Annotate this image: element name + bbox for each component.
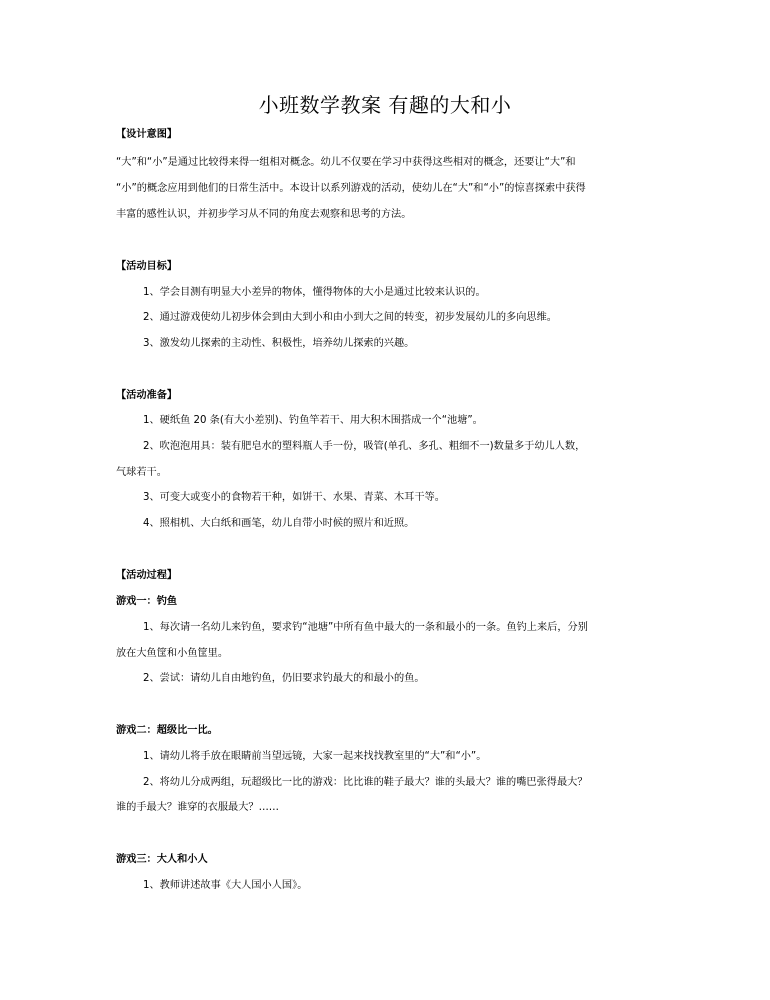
design-heading: 【设计意图】 — [116, 129, 178, 140]
game2-item: 1、请幼儿将手放在眼睛前当望远镜，大家一起来找找教室里的“大”和“小”。 — [143, 751, 487, 762]
game3-title: 游戏三：大人和小人 — [116, 854, 208, 865]
design-paragraph-line: 丰富的感性认识，并初步学习从不同的角度去观察和思考的方法。 — [116, 209, 412, 220]
game3-item: 1、教师讲述故事《大人国小人国》。 — [143, 880, 308, 891]
game2-item: 2、将幼儿分成两组，玩超级比一比的游戏：比比谁的鞋子最大？谁的头最大？谁的嘴巴张得最大？ — [143, 777, 588, 788]
goal-item: 2、通过游戏使幼儿初步体会到由大到小和由小到大之间的转变，初步发展幼儿的多向思维。 — [143, 312, 557, 323]
prep-heading: 【活动准备】 — [116, 390, 178, 401]
goals-heading: 【活动目标】 — [116, 261, 178, 272]
game2-title: 游戏二：超级比一比。 — [116, 725, 218, 736]
game1-item-continuation: 放在大鱼筐和小鱼筐里。 — [116, 648, 229, 659]
prep-item-continuation: 气球若干。 — [116, 467, 167, 478]
prep-item: 4、照相机、大白纸和画笔，幼儿自带小时候的照片和近照。 — [143, 518, 415, 529]
goal-item: 1、学会目测有明显大小差异的物体，懂得物体的大小是通过比较来认识的。 — [143, 287, 486, 298]
design-paragraph-line: “小”的概念应用到他们的日常生活中。本设计以系列游戏的活动，使幼儿在“大”和“小”的惊喜探索中获得 — [116, 183, 586, 194]
prep-item: 1、硬纸鱼 20 条(有大小差别)、钓鱼竿若干、用大积木围搭成一个“池塘”。 — [143, 415, 483, 426]
game1-item: 1、每次请一名幼儿来钓鱼，要求钓“池塘”中所有鱼中最大的一条和最小的一条。鱼钓上来后，分别 — [143, 622, 588, 633]
process-heading: 【活动过程】 — [116, 570, 178, 581]
design-paragraph-line: “大”和“小”是通过比较得来得一组相对概念。幼儿不仅要在学习中获得这些相对的概念，还要让“大”和 — [116, 157, 576, 168]
goal-item: 3、激发幼儿探索的主动性、积极性，培养幼儿探索的兴趣。 — [143, 338, 415, 349]
page-title: 小班数学教案 有趣的大和小 — [258, 93, 512, 117]
game2-item-continuation: 谁的手最大？谁穿的衣服最大？…… — [116, 802, 279, 813]
prep-item: 3、可变大或变小的食物若干种，如饼干、水果、青菜、木耳干等。 — [143, 492, 445, 503]
game1-title: 游戏一：钓鱼 — [116, 596, 178, 607]
prep-item: 2、吹泡泡用具：装有肥皂水的塑料瓶人手一份，吸管(单孔、多孔、粗细不一)数量多于幼儿人数， — [143, 441, 586, 452]
game1-item: 2、尝试：请幼儿自由地钓鱼，仍旧要求钓最大的和最小的鱼。 — [143, 673, 425, 684]
